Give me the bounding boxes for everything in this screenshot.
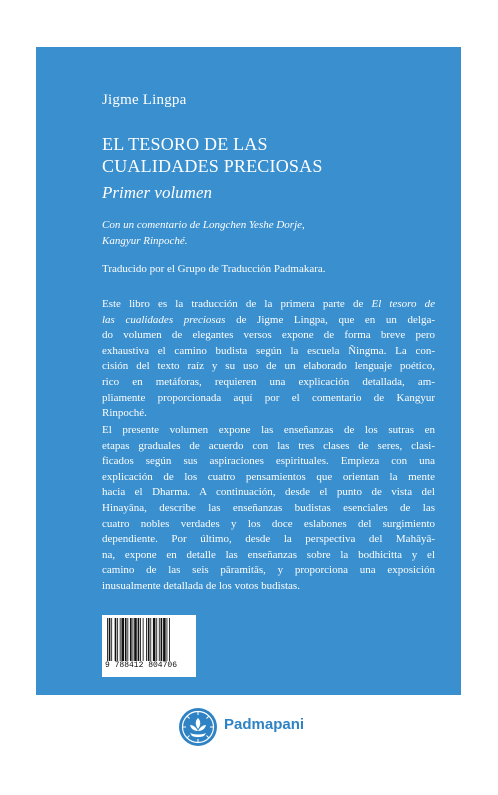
commentary-line: Con un comentario de Longchen Yeshe Dorje, xyxy=(102,219,305,231)
lotus-wheel-icon xyxy=(178,707,218,747)
barcode-bar xyxy=(138,618,140,661)
barcode-bar xyxy=(107,618,108,661)
paragraph-line: camino de las seis pāramitās, y proporciona una exposición xyxy=(102,564,435,577)
barcode-bar xyxy=(140,618,141,661)
paragraph-line: El presente volumen expone las enseñanzas de los sutras en xyxy=(102,424,435,436)
paragraph-line: cuatro nobles verdades y los doce eslabones del surgimiento xyxy=(102,517,435,530)
barcode-bar xyxy=(153,618,156,661)
paragraph-line: pliamente proporcionada aquí por el comentario de Kangyur xyxy=(102,391,435,404)
barcode-bar xyxy=(120,618,121,661)
barcode-bar xyxy=(109,618,111,661)
barcode-bar xyxy=(121,618,124,661)
barcode-bar xyxy=(115,618,117,661)
paragraph-line: inusualmente detallada de los votos budistas. xyxy=(102,579,300,592)
barcode-bar xyxy=(169,618,170,661)
barcode-bar xyxy=(130,618,132,661)
barcode-bar xyxy=(111,618,112,661)
barcode-icon xyxy=(107,618,191,661)
paragraph-line xyxy=(102,313,435,329)
paragraph-line: dependiente. Por último, desde la perspectiva del Mahāyā- xyxy=(102,533,435,546)
text-run: de Jigme Lingpa, que en un delga- xyxy=(225,313,435,326)
book-title-italic: El tesoro de xyxy=(371,298,436,310)
paragraph-line: hacia el Dharma. A continuación, desde el punto de vista del xyxy=(102,486,435,499)
commentary-line: Kangyur Rinpoché. xyxy=(102,235,188,247)
paragraph-line: etapas graduales de acuerdo con las tres clases de seres, clasi- xyxy=(102,439,435,452)
isbn-barcode xyxy=(102,615,196,677)
barcode-bar xyxy=(134,618,137,661)
author-name: Jigme Lingpa xyxy=(102,92,187,108)
barcode-bar xyxy=(133,618,134,661)
paragraph-line: exhaustiva el camino budista según la escuela Ñingma. La con- xyxy=(102,344,435,357)
isbn-number: 9 788412 804706 xyxy=(105,661,178,670)
volume-subtitle: Primer volumen xyxy=(102,183,213,202)
paragraph-line: na, expone en detalle las enseñanzas sobre la bodhicitta y el xyxy=(102,548,435,561)
translator-credit: Traducido por el Grupo de Traducción Padmakara. xyxy=(102,263,326,275)
paragraph-line: rico en metáforas, requieren una explicación detallada, am- xyxy=(102,375,435,388)
barcode-bar xyxy=(143,618,144,661)
barcode-bar xyxy=(167,618,168,661)
back-cover-panel xyxy=(36,47,461,695)
book-title-italic: las cualidades preciosas xyxy=(102,313,226,326)
barcode-bar xyxy=(150,618,151,661)
barcode-bar xyxy=(156,618,157,661)
title-line: CUALIDADES PRECIOSAS xyxy=(102,156,323,176)
book-title xyxy=(102,133,432,177)
paragraph-line: do volumen de elegantes versos expone de forma breve pero xyxy=(102,329,435,342)
barcode-bar xyxy=(117,618,118,661)
paragraph-line: explicación de los cuatro pensamientos que orientan la mente xyxy=(102,470,435,483)
title-line: EL TESORO DE LAS xyxy=(102,134,268,154)
paragraph-line: Hinayāna, describe las enseñanzas budistas esenciales de las xyxy=(102,501,435,514)
text-run: Este libro es la traducción de la primera parte de xyxy=(102,298,372,310)
barcode-bar xyxy=(161,618,163,661)
paragraph-line xyxy=(102,297,435,313)
barcode-bar xyxy=(163,618,166,661)
barcode-bar xyxy=(148,618,150,661)
publisher-name: Padmapani xyxy=(224,716,305,733)
paragraph-line: Rinpoché. xyxy=(102,407,147,420)
paragraph-line: ficados según sus aspiraciones espirituales. Empieza con una xyxy=(102,455,435,468)
description-paragraph-2 xyxy=(102,423,435,595)
barcode-bar xyxy=(146,618,147,661)
description-paragraph-1 xyxy=(102,297,435,422)
barcode-bar xyxy=(159,618,160,661)
paragraph-line: cisión del texto raíz y su uso de un elaborado lenguaje poético, xyxy=(102,360,435,373)
barcode-bar xyxy=(125,618,127,661)
barcode-bar xyxy=(127,618,128,661)
commentary-credit xyxy=(102,217,432,249)
